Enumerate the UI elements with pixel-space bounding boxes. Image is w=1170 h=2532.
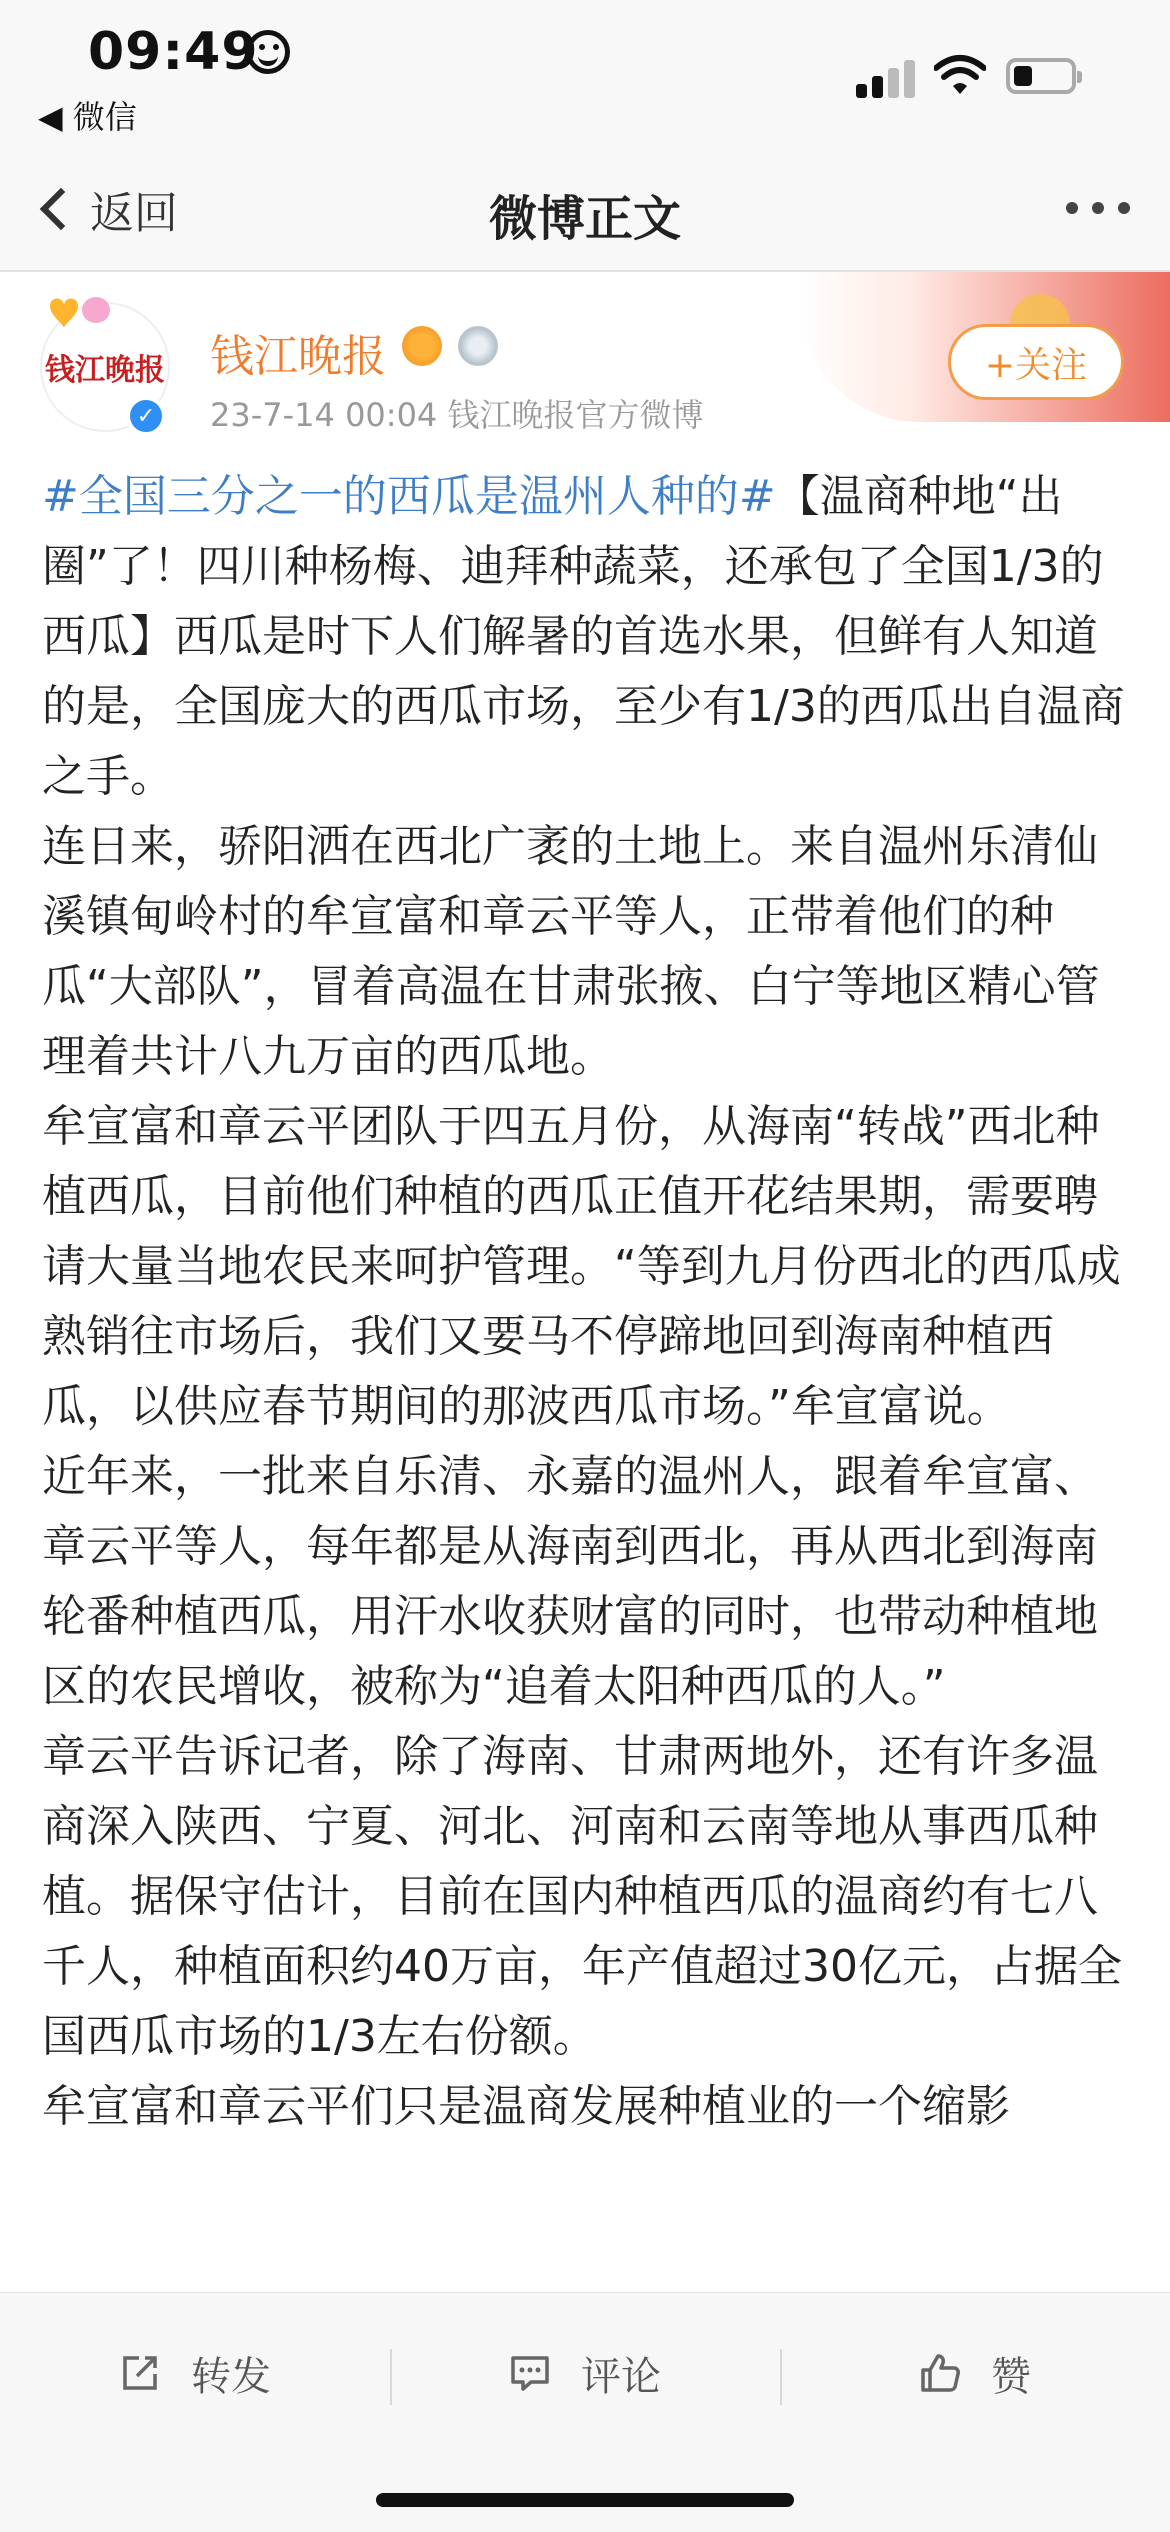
heart-sticker-icon [40,288,112,336]
avatar-logo-text: 钱江晚报 [45,353,165,388]
post-paragraph: 章云平告诉记者，除了海南、甘肃两地外，还有许多温商深入陕西、宁夏、河北、河南和云南等地从事西瓜种植。据保守估计，目前在国内种植西瓜的温商约有七八千人，种植面积约40万亩，年产值超过30亿元，占据全国西瓜市场的1/3左右份额。 [42,1731,1122,2062]
back-label: 返回 [90,188,178,239]
share-icon [119,2352,161,2394]
thumbs-up-icon [919,2352,961,2394]
page-title: 微博正文 [488,191,681,247]
wifi-icon [934,54,986,96]
comment-label: 评论 [581,2353,661,2400]
repost-label: 转发 [191,2353,271,2400]
post-paragraph: 连日来，骄阳洒在西北广袤的土地上。来自温州乐清仙溪镇甸岭村的牟宣富和章云平等人，正带着他们的种瓜“大部队”，冒着高温在甘肃张掖、白宁等地区精心管理着共计八九万亩的西瓜地。 [42,821,1100,1082]
author-header [0,272,1170,442]
hashtag-link[interactable]: #全国三分之一的西瓜是温州人种的# [42,471,776,522]
like-label: 赞 [991,2353,1031,2400]
status-bar [0,0,1170,150]
medal-badge-icon[interactable] [458,326,498,366]
back-to-app-link[interactable]: ◀ 微信 [38,98,137,136]
post-paragraph: 牟宣富和章云平团队于四五月份，从海南“转战”西北种植西瓜，目前他们种植的西瓜正值开花结果期，需要聘请大量当地农民来呵护管理。“等到九月份西北的西瓜成熟销往市场后，我们又要马不停蹄地回到海南种植西瓜，以供应春节期间的那波西瓜市场。”牟宣富说。 [42,1101,1121,1432]
nav-bar [0,150,1170,272]
battery-icon [1006,58,1076,94]
smiley-icon [246,30,290,74]
follow-button[interactable]: +关注 [948,324,1124,400]
status-time: 09:49 [88,22,259,82]
cellular-signal-icon [856,58,918,98]
more-options-icon[interactable] [1066,202,1130,214]
author-name[interactable]: 钱江晚报 [210,331,386,382]
home-indicator[interactable] [376,2493,794,2507]
post-paragraph: 近年来，一批来自乐清、永嘉的温州人，跟着牟宣富、章云平等人，每年都是从海南到西北，再从西北到海南轮番种植西瓜，用汗水收获财富的同时，也带动种植地区的农民增收，被称为“追着太阳种西瓜的人。” [42,1451,1098,1712]
post-meta: 23-7-14 00:04 钱江晚报官方微博 [210,396,704,434]
repost-button[interactable] [0,2333,390,2413]
action-bar [0,2292,1170,2532]
like-button[interactable] [780,2333,1170,2413]
comment-icon [509,2352,551,2394]
post-text: 【温商种地“出圈”了！四川种杨梅、迪拜种蔬菜，还承包了全国1/3的西瓜】西瓜是时下人们解暑的首选水果，但鲜有人知道的是，全国庞大的西瓜市场，至少有1/3的西瓜出自温商之手。 [42,471,1125,802]
post-body [42,462,1132,2292]
post-paragraph: 牟宣富和章云平们只是温商发展种植业的一个缩影 [42,2081,1010,2132]
vip-badge-icon[interactable] [402,326,442,366]
post-paragraph [42,462,1132,812]
comment-button[interactable] [390,2333,780,2413]
verified-badge-icon: ✓ [126,396,166,436]
